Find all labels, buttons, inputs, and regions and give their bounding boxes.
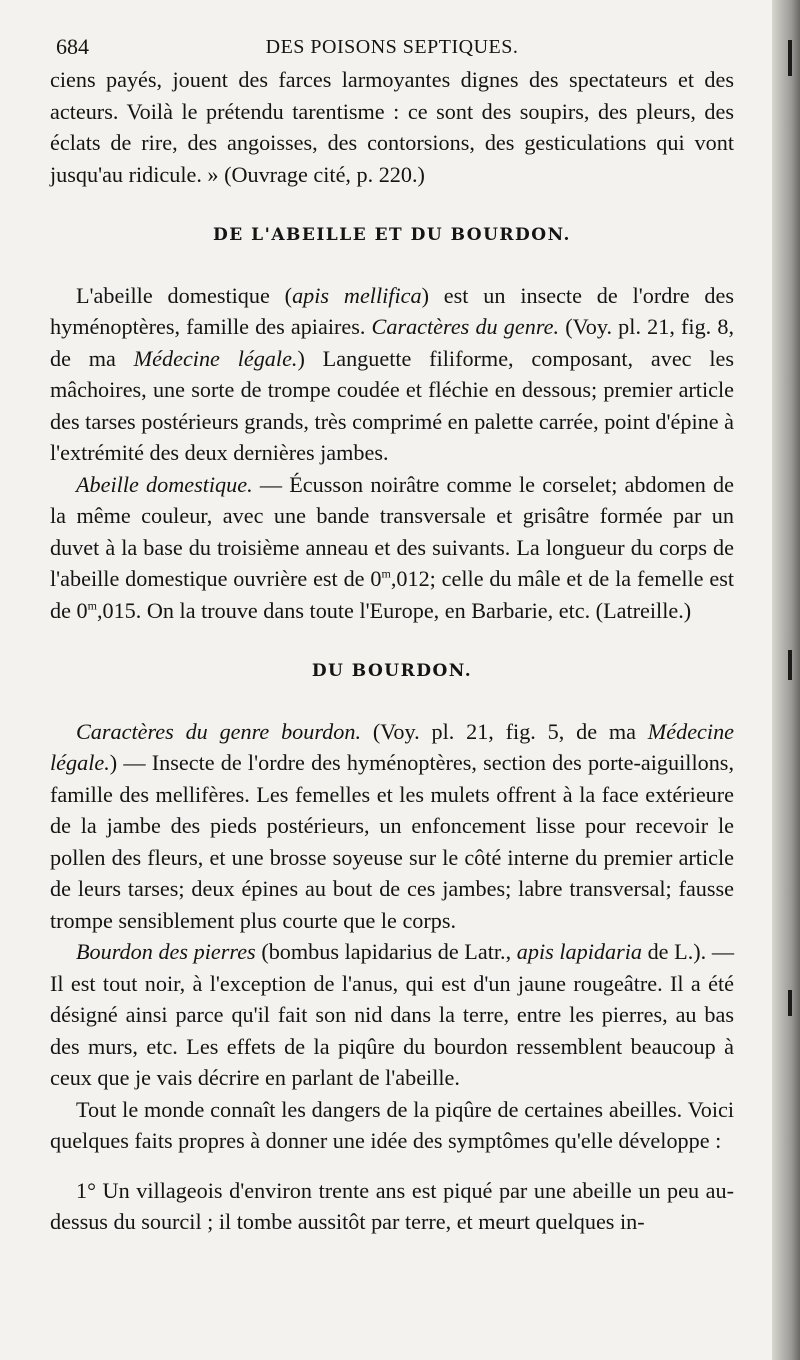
- body-text: [50, 64, 734, 1238]
- edge-mark: [788, 40, 792, 76]
- book-page: [50, 28, 734, 1238]
- intro-paragraph: ciens payés, jouent des farces larmoyantes dignes des spectateurs et des acteurs. Voilà le prétendu tarentisme : ce sont des soupirs, des pleurs, des éclats de rire, des angoisses, des contorsions, des gesticulations qui vont jusqu'au ridicule. » (Ouvrage cité, p. 220.): [50, 67, 734, 187]
- page-number: 684: [56, 34, 89, 59]
- paragraph-bourdon-genre: Caractères du genre bourdon. (Voy. pl. 21, fig. 5, de ma Médecine légale.) — Insecte de l'ordre des hyménoptères, section des porte-aiguillons, famille des mellifères. Les femelles et les mulets offrent à la face extérieure de la jambe des pieds postérieurs, un enfoncement lisse pour recevoir le pollen des fleurs, et une brosse soyeuse sur le côté interne du premier article de leurs tarses; deux épines au bout de ces jambes; labre transversal; fausse trompe sensiblement plus courte que le corps.: [50, 718, 735, 933]
- page-edge: [772, 0, 800, 1360]
- section-heading-abeille: DE L'ABEILLE ET DU BOURDON.: [213, 225, 571, 245]
- edge-mark: [788, 650, 792, 680]
- paragraph-dangers: Tout le monde connaît les dangers de la piqûre de certaines abeilles. Voici quelques faits propres à donner une idée des symptômes qu'elle développe :: [50, 1096, 734, 1153]
- section-heading-bourdon: DU BOURDON.: [311, 661, 473, 681]
- paragraph-bourdon-pierres: Bourdon des pierres (bombus lapidarius de Latr., apis lapidaria de L.). — Il est tout noir, à l'exception de l'anus, qui est d'un jaune rougeâtre. Il a été désigné ainsi parce qu'il fait son nid dans la terre, entre les pierres, au bas des murs, etc. Les effets de la piqûre du bourdon ressemblent beaucoup à ceux que je vais décrire en parlant de l'abeille.: [50, 939, 735, 1090]
- running-head: DES POISONS SEPTIQUES.: [265, 36, 519, 58]
- paragraph-abeille-domestique: Abeille domestique. — Écusson noirâtre comme le corselet; abdomen de la même couleur, avec une bande transversale et grisâtre formée par un duvet à la base du troisième anneau et des suivants. La longueur du corps de l'abeille domestique ouvrière est de 0$^m$,012; celle du mâle et de la femelle est de 0$^m$,015. On la trouve dans toute l'Europe, en Barbarie, etc. (Latreille.): [50, 471, 734, 623]
- paragraph-case-1: 1° Un villageois d'environ trente ans est piqué par une abeille un peu au-dessus du sourcil ; il tombe aussitôt par terre, et meurt quelques in-: [50, 1177, 734, 1234]
- edge-mark: [788, 990, 792, 1016]
- paragraph-abeille-description: L'abeille domestique (apis mellifica) est un insecte de l'ordre des hyménoptères, famille des apiaires. Caractères du genre. (Voy. pl. 21, fig. 8, de ma Médecine légale.) Languette filiforme, composant, avec les mâchoires, une sorte de trompe coudée et fléchie en dessous; premier article des tarses postérieurs grands, très comprimé en palette carrée, point d'épine à l'extrémité des deux dernières jambes.: [50, 282, 735, 465]
- page-header: [50, 28, 734, 64]
